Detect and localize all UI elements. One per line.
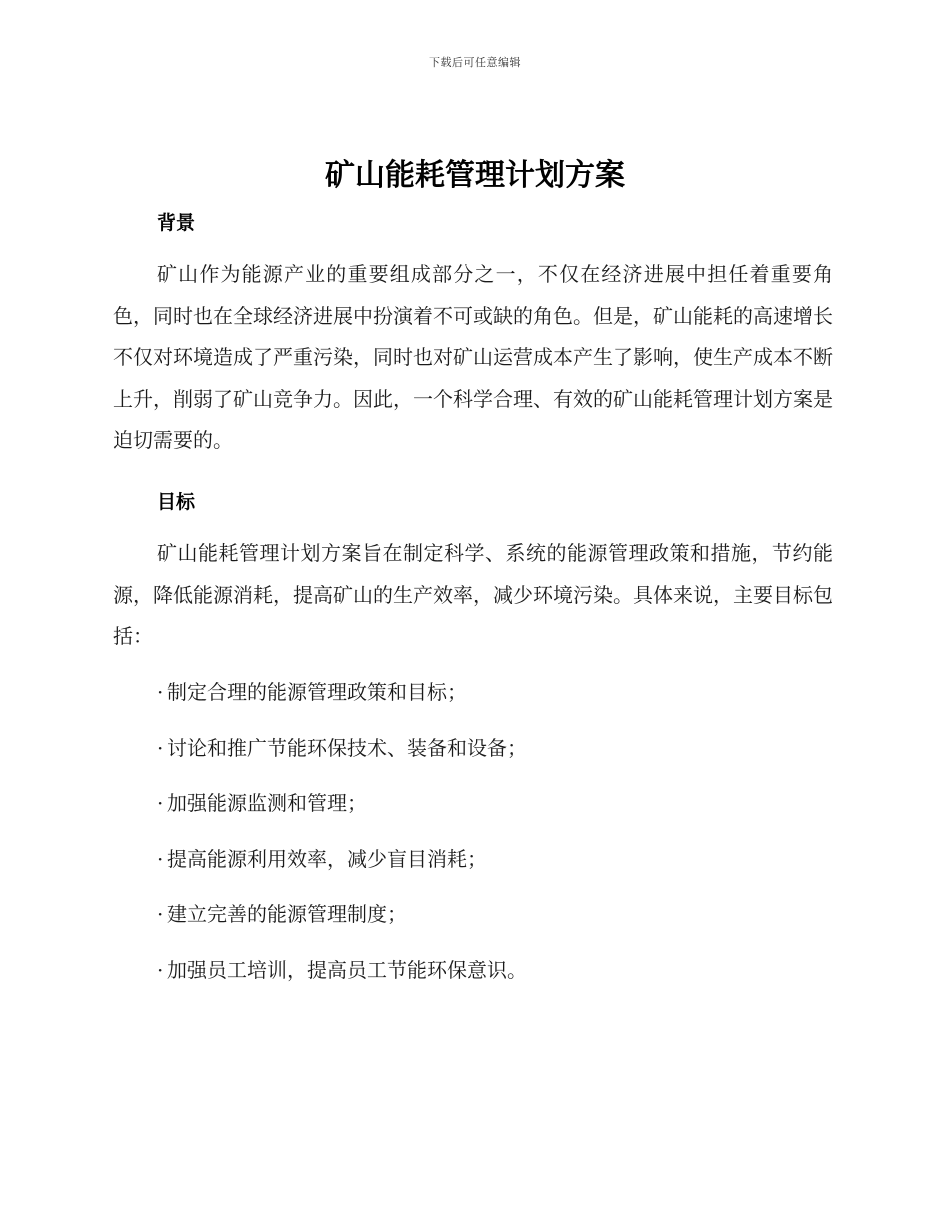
bullet-icon: · bbox=[157, 680, 164, 704]
goal-list-item bbox=[157, 894, 527, 950]
goal-list-item bbox=[157, 728, 527, 784]
goals-list bbox=[157, 672, 527, 1005]
section-heading-goals: 目标 bbox=[157, 491, 196, 513]
goal-text: 加强能源监测和管理； bbox=[167, 791, 367, 815]
bullet-icon: · bbox=[157, 735, 164, 760]
page-header-note: 下载后可任意编辑 bbox=[429, 56, 521, 69]
goal-text: 提高能源利用效率，减少盲目消耗； bbox=[167, 846, 487, 871]
bullet-icon: · bbox=[157, 846, 164, 871]
goal-list-item bbox=[157, 839, 527, 895]
bullet-icon: · bbox=[157, 957, 164, 982]
goal-list-item bbox=[157, 783, 527, 839]
goal-list-item bbox=[157, 950, 527, 1006]
document-title: 矿山能耗管理计划方案 bbox=[325, 158, 625, 193]
goal-list-item bbox=[157, 672, 527, 728]
goals-paragraph: 矿山能耗管理计划方案旨在制定科学、系统的能源管理政策和措施，节约能源，降低能源消耗，提高矿山的生产效率，减少环境污染。具体来说，主要目标包括： bbox=[113, 541, 833, 648]
bullet-icon: · bbox=[157, 902, 164, 926]
goal-text: 制定合理的能源管理政策和目标； bbox=[167, 680, 467, 704]
background-paragraph: 矿山作为能源产业的重要组成部分之一，不仅在经济进展中担任着重要角色，同时也在全球经济进展中扮演着不可或缺的角色。但是，矿山能耗的高速增长不仅对环境造成了严重污染，同时也对矿山运营成本产生了影响，使生产成本不断上升，削弱了矿山竞争力。因此，一个科学合理、有效的矿山能耗管理计划方案是迫切需要的。 bbox=[113, 262, 833, 452]
section-heading-background: 背景 bbox=[157, 212, 196, 234]
goal-text: 建立完善的能源管理制度； bbox=[167, 902, 407, 926]
bullet-icon: · bbox=[157, 791, 164, 815]
goal-text: 讨论和推广节能环保技术、装备和设备； bbox=[167, 735, 527, 760]
goal-text: 加强员工培训，提高员工节能环保意识。 bbox=[167, 957, 527, 982]
